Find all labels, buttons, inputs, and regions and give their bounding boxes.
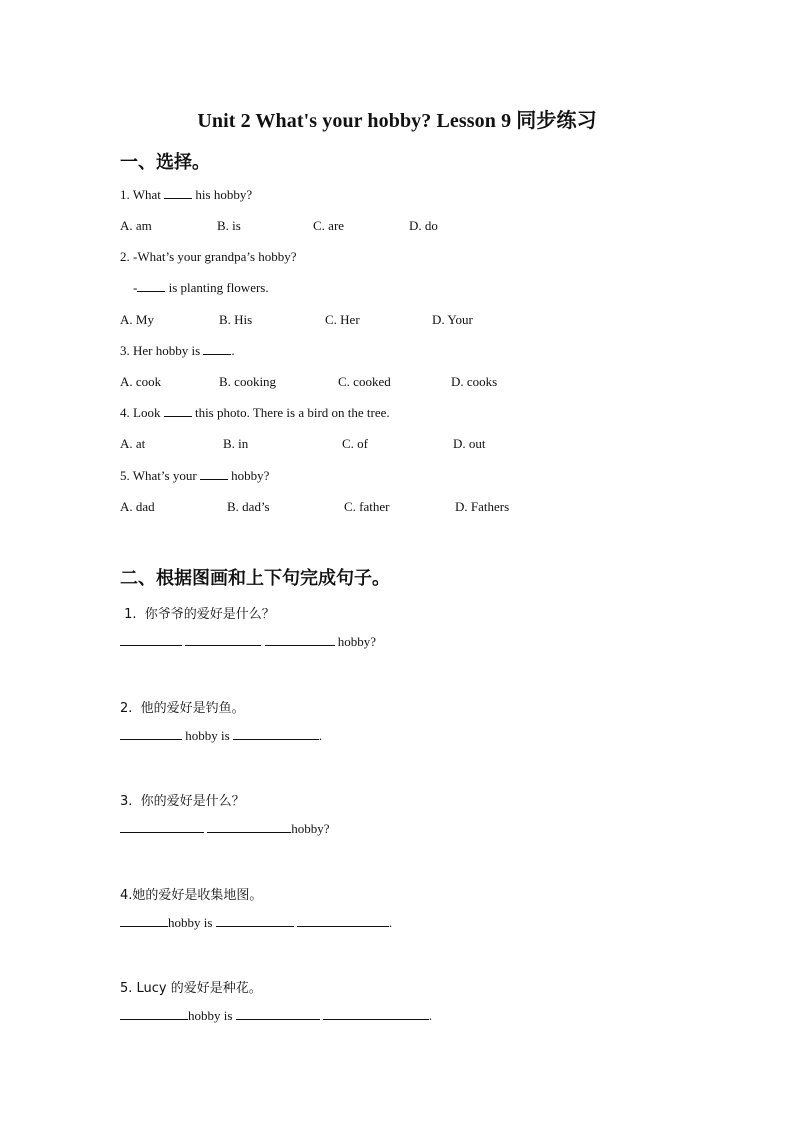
option-d: D. cooks [451, 374, 498, 389]
item-1-answer-line [120, 634, 376, 650]
option-a: A. cook [120, 374, 162, 389]
answer-line-text: hobby? [334, 634, 377, 649]
option-b: B. His [219, 312, 253, 327]
question-text: this photo. There is a bird on the tree. [191, 405, 390, 420]
option-c: C. cooked [338, 374, 391, 389]
answer-blank [120, 1008, 188, 1020]
option-c: C. of [342, 436, 368, 451]
answer-blank [236, 1008, 320, 1020]
item-5-answer-line [120, 1008, 432, 1024]
answer-blank [120, 915, 168, 927]
option-d: D. Fathers [455, 499, 510, 514]
answer-line-text: hobby is [188, 1008, 236, 1023]
option-d: D. out [453, 436, 486, 451]
item-1-prompt: 1. 你爷爷的爱好是什么？ [120, 607, 275, 622]
answer-blank [203, 343, 231, 355]
question-3-stem [120, 343, 235, 359]
answer-blank [233, 728, 319, 740]
answer-blank [207, 821, 291, 833]
question-text: hobby? [227, 468, 270, 483]
answer-line-text: hobby is [182, 728, 233, 743]
question-1-stem [120, 187, 252, 203]
question-text: 1. What [120, 187, 165, 202]
section-heading-choice: 一、选择。 [120, 152, 210, 173]
question-text: 3. Her hobby is [120, 343, 204, 358]
option-c: C. father [344, 499, 390, 514]
option-a: A. dad [120, 499, 155, 514]
item-3-answer-line [120, 821, 330, 837]
item-4-prompt: 4.她的爱好是收集地图。 [120, 888, 263, 903]
answer-blank [164, 405, 192, 417]
question-2-stem-line1: 2. -What’s your grandpa’s hobby? [120, 249, 297, 264]
item-5-prompt: 5. Lucy 的爱好是种花。 [120, 981, 262, 996]
option-a: A. at [120, 436, 146, 451]
question-text: 4. Look [120, 405, 164, 420]
question-text: his hobby? [192, 187, 253, 202]
answer-blank [120, 634, 182, 646]
answer-blank [216, 915, 294, 927]
option-b: B. dad’s [227, 499, 270, 514]
option-b: B. cooking [219, 374, 277, 389]
answer-blank [164, 187, 192, 199]
question-2-stem-line2 [133, 280, 269, 296]
option-a: A. My [120, 312, 154, 327]
section-heading-complete-sentences: 二、根据图画和上下句完成句子。 [120, 568, 390, 589]
question-4-stem [120, 405, 390, 421]
answer-line-text: . [428, 1008, 433, 1023]
option-c: C. are [313, 218, 345, 233]
option-d: D. do [409, 218, 438, 233]
answer-blank [200, 468, 228, 480]
option-b: B. is [217, 218, 241, 233]
option-d: D. Your [432, 312, 473, 327]
answer-blank [120, 728, 182, 740]
answer-blank [323, 1008, 429, 1020]
answer-line-text: . [388, 915, 393, 930]
item-3-prompt: 3. 你的爱好是什么？ [120, 794, 245, 809]
item-4-answer-line [120, 915, 392, 931]
question-text: is planting flowers. [165, 280, 269, 295]
question-text: - [133, 280, 138, 295]
question-text: 5. What’s your [120, 468, 200, 483]
answer-line-text: hobby? [291, 821, 330, 836]
option-c: C. Her [325, 312, 360, 327]
option-a: A. am [120, 218, 152, 233]
answer-blank [297, 915, 389, 927]
item-2-answer-line [120, 728, 322, 744]
answer-blank [185, 634, 261, 646]
question-5-stem [120, 468, 269, 484]
answer-blank [120, 821, 204, 833]
answer-line-text: . [318, 728, 323, 743]
question-text: . [231, 343, 235, 358]
answer-blank [137, 280, 165, 292]
item-2-prompt: 2. 他的爱好是钓鱼。 [120, 701, 245, 716]
page-title: Unit 2 What's your hobby? Lesson 9 同步练习 [197, 110, 597, 132]
answer-line-text: hobby is [168, 915, 216, 930]
answer-blank [265, 634, 335, 646]
option-b: B. in [223, 436, 249, 451]
